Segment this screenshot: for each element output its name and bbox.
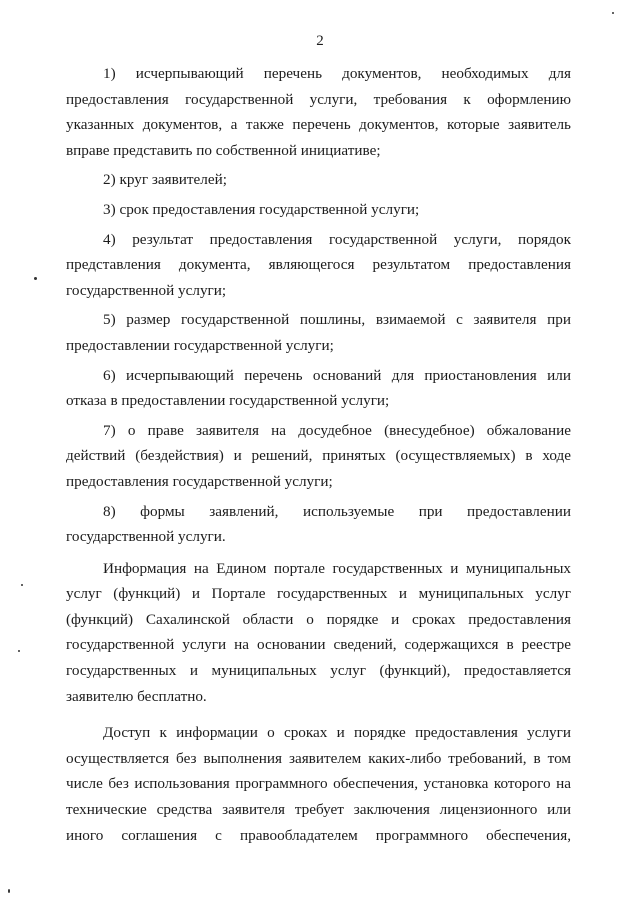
paragraph-item-3: 3) срок предоставления государственной услуги; <box>103 200 420 218</box>
paragraph-item-2: 2) круг заявителей; <box>103 171 227 189</box>
page-number: 2 <box>316 33 324 49</box>
paragraph-item-4: 4) результат предоставления государственной услуги, порядок представления документа, являющегося результатом предоставления государственной услуги; <box>66 230 571 299</box>
paragraph-item-6: 6) исчерпывающий перечень оснований для приостановления или отказа в предоставлении государственной услуги; <box>66 366 571 410</box>
scan-speck <box>21 584 23 586</box>
document-body <box>66 61 571 848</box>
scan-speck <box>34 277 37 280</box>
paragraph-item-8: 8) формы заявлений, используемые при предоставлении государственной услуги. <box>66 502 571 546</box>
scan-speck <box>8 889 10 893</box>
paragraph-item-7: 7) о праве заявителя на досудебное (внесудебное) обжалование действий (бездействия) и решений, принятых (осуществляемых) в ходе предоставления государственной услуги; <box>66 421 571 490</box>
paragraph-item-5: 5) размер государственной пошлины, взимаемой с заявителя при предоставлении государственной услуги; <box>66 311 571 354</box>
paragraph-access-info: Доступ к информации о сроках и порядке предоставления услуги осуществляется без выполнения заявителем каких-либо требований, в том числе без использования программного обеспечения, установка которого на технические средства заявителя требует заключения лицензионного или иного соглашения с правообладателем программного обеспечения, <box>66 724 571 844</box>
scan-speck <box>612 12 614 14</box>
paragraph-item-1: 1) исчерпывающий перечень документов, необходимых для предоставления государственной услуги, требования к оформлению указанных документов, а также перечень документов, которые заявитель вправе представить по собственной инициативе; <box>66 65 571 159</box>
scan-speck <box>18 650 20 652</box>
paragraph-portal-info: Информация на Едином портале государственных и муниципальных услуг (функций) и Портале государственных и муниципальных услуг (функций) Сахалинской области о порядке и сроках предоставления государственной услуги на основании сведений, содержащихся в реестре государственных и муниципальных услуг (функций), предоставляется заявителю бесплатно. <box>66 559 571 705</box>
